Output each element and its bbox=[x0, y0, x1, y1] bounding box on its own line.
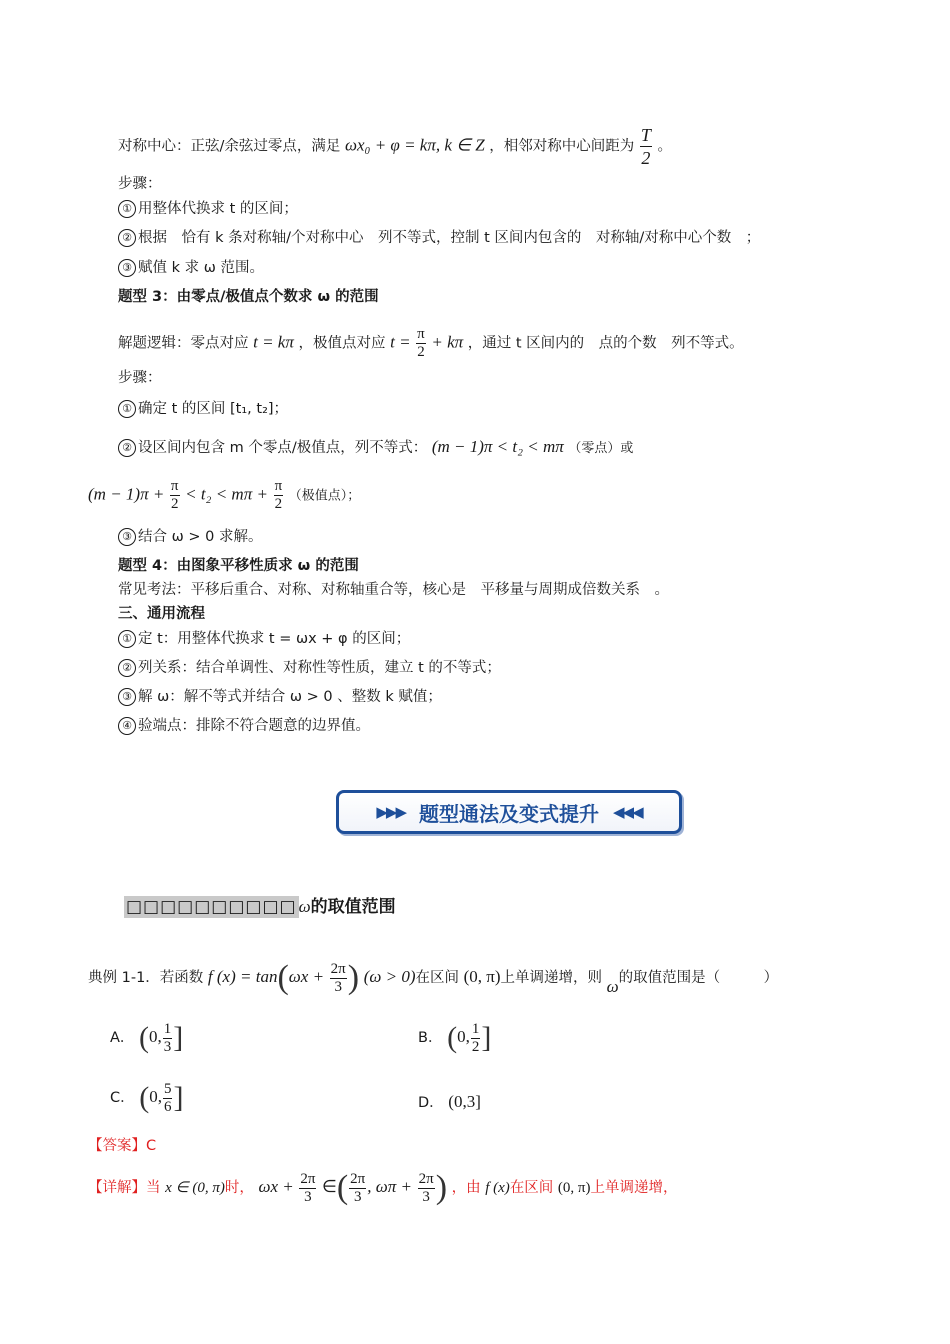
circled-number: ③ bbox=[118, 528, 136, 546]
function-f: f (x) = tan bbox=[207, 967, 278, 986]
sym-center-lead: 对称中心：正弦/余弦过零点，满足 bbox=[118, 138, 341, 155]
step2-2-extremum: (m − 1)π + $\frac{\pi}{2}$ < t₂ < mπ + $\frac{\pi}{2}$ （极值点）； bbox=[88, 478, 361, 512]
flow-4: ④ 验端点：排除不符合题意的边界值。 bbox=[118, 716, 370, 736]
flow-2: ② 列关系：结合单调性、对称性等性质，建立 t 的不等式； bbox=[118, 658, 501, 678]
two-pi-third-fraction: $\frac{2\pi}{3}$ bbox=[418, 1170, 434, 1205]
section-banner bbox=[336, 790, 682, 834]
circled-number: ② bbox=[118, 659, 136, 677]
example-question: 典例 1-1．若函数 f (x) = tan(ωx + $\frac{2\pi}{3}$ ) (ω > 0)在区间 (0, π)上单调递增，则 ω的取值范围是（ ） bbox=[88, 959, 779, 996]
type4-title: 题型 4：由图象平移性质求 ω 的范围 bbox=[118, 558, 359, 574]
option-d: D． (0,3] bbox=[418, 1092, 481, 1111]
circled-number: ② bbox=[118, 439, 136, 457]
steps-title-1: 步骤： bbox=[118, 176, 162, 192]
interval: (0, π) bbox=[463, 967, 501, 986]
banner-title: 题型通法及变式提升 bbox=[419, 801, 599, 826]
circled-number: ③ bbox=[118, 259, 136, 277]
type3-logic: 解题逻辑：零点对应 t = kπ ，极值点对应 t = $\frac{\pi}{2}$ + kπ ，通过 t 区间内的 点的个数 列不等式。 bbox=[118, 326, 744, 360]
option-b-fraction: $\frac{1}{2}$ bbox=[471, 1020, 480, 1055]
two-pi-third-fraction: $\frac{2\pi}{3}$ bbox=[350, 1170, 366, 1205]
omega-condition: (ω > 0) bbox=[363, 967, 416, 986]
half-pi-fraction: $\frac{\pi}{2}$ bbox=[274, 478, 283, 512]
section-title-highlight: □□□□□□□□□□ bbox=[126, 897, 297, 917]
two-pi-third-fraction: $\frac{2\pi}{3}$ bbox=[300, 1170, 316, 1205]
circled-number: ③ bbox=[118, 688, 136, 706]
circled-number: ① bbox=[118, 200, 136, 218]
circled-number: ① bbox=[118, 400, 136, 418]
sym-center-formula: ωx₀ + φ = kπ, k ∈ Z bbox=[345, 135, 485, 155]
step1-2: ② 根据 恰有 k 条对称轴/个对称中心 列不等式，控制 t 区间内包含的 对称轴/对称中心个数 ； bbox=[118, 228, 760, 248]
left-arrows-icon: ◀◀◀ bbox=[613, 803, 642, 821]
option-d-interval: (0,3] bbox=[448, 1092, 481, 1111]
type3-title: 题型 3：由零点/极值点个数求 ω 的范围 bbox=[118, 289, 379, 305]
flow-3: ③ 解 ω：解不等式并结合 ω > 0 、整数 k 赋值； bbox=[118, 687, 442, 707]
step2-1: ① 确定 t 的区间 [t₁, t₂]； bbox=[118, 399, 288, 419]
zero-inequality: (m − 1)π < t₂ < mπ bbox=[431, 437, 564, 456]
type4-text: 常见考法：平移后重合、对称、对称轴重合等，核心是 平移量与周期成倍数关系 。 bbox=[118, 582, 669, 598]
right-arrows-icon: ▶▶▶ bbox=[376, 803, 405, 821]
step1-1: ① 用整体代换求 t 的区间； bbox=[118, 199, 298, 219]
zero-point-eq: t = kπ bbox=[253, 332, 294, 352]
section-title: □□□□□□□□□□ ω的取值范围 bbox=[126, 897, 396, 917]
option-a-fraction: $\frac{1}{3}$ bbox=[163, 1020, 172, 1055]
step2-3: ③ 结合 ω > 0 求解。 bbox=[118, 527, 262, 547]
circled-number: ④ bbox=[118, 717, 136, 735]
flow-title: 三、通用流程 bbox=[118, 606, 205, 622]
circled-number: ① bbox=[118, 630, 136, 648]
option-b: B． (0, $\frac{1}{2}$ ] bbox=[418, 1020, 492, 1055]
sym-center-tail: 。 bbox=[657, 138, 673, 155]
two-pi-third-fraction: $\frac{2\pi}{3}$ bbox=[330, 960, 346, 995]
half-pi-fraction: $\frac{\pi}{2}$ bbox=[417, 326, 425, 360]
step1-3: ③ 赋值 k 求 ω 范围。 bbox=[118, 258, 264, 278]
steps-title-2: 步骤： bbox=[118, 370, 162, 386]
period-half-fraction: $\frac{T}{2}$ bbox=[640, 125, 651, 168]
answer: 【答案】C bbox=[88, 1138, 157, 1154]
option-c-fraction: $\frac{5}{6}$ bbox=[163, 1080, 172, 1115]
option-a: A． (0, $\frac{1}{3}$ ] bbox=[110, 1020, 184, 1055]
detail-line: 【详解】当 x ∈ (0, π)时， ωx + $\frac{2\pi}{3}$ ∈( $\frac{2\pi}{3}$ , ωπ + $\frac{2\pi}{3}$ ) ，由 f (x)在区间 (0, π)上单调递增， bbox=[88, 1169, 678, 1206]
sym-center-mid: ，相邻对称中心间距为 bbox=[489, 138, 635, 155]
half-pi-fraction: $\frac{\pi}{2}$ bbox=[170, 478, 179, 512]
circled-number: ② bbox=[118, 229, 136, 247]
option-c: C． (0, $\frac{5}{6}$ ] bbox=[110, 1080, 184, 1115]
flow-1: ① 定 t：用整体代换求 t = ωx + φ 的区间； bbox=[118, 629, 410, 649]
step2-2: ② 设区间内包含 m 个零点/极值点，列不等式： (m − 1)π < t₂ < mπ （零点）或 bbox=[118, 437, 633, 459]
sym-center-line bbox=[118, 124, 672, 169]
